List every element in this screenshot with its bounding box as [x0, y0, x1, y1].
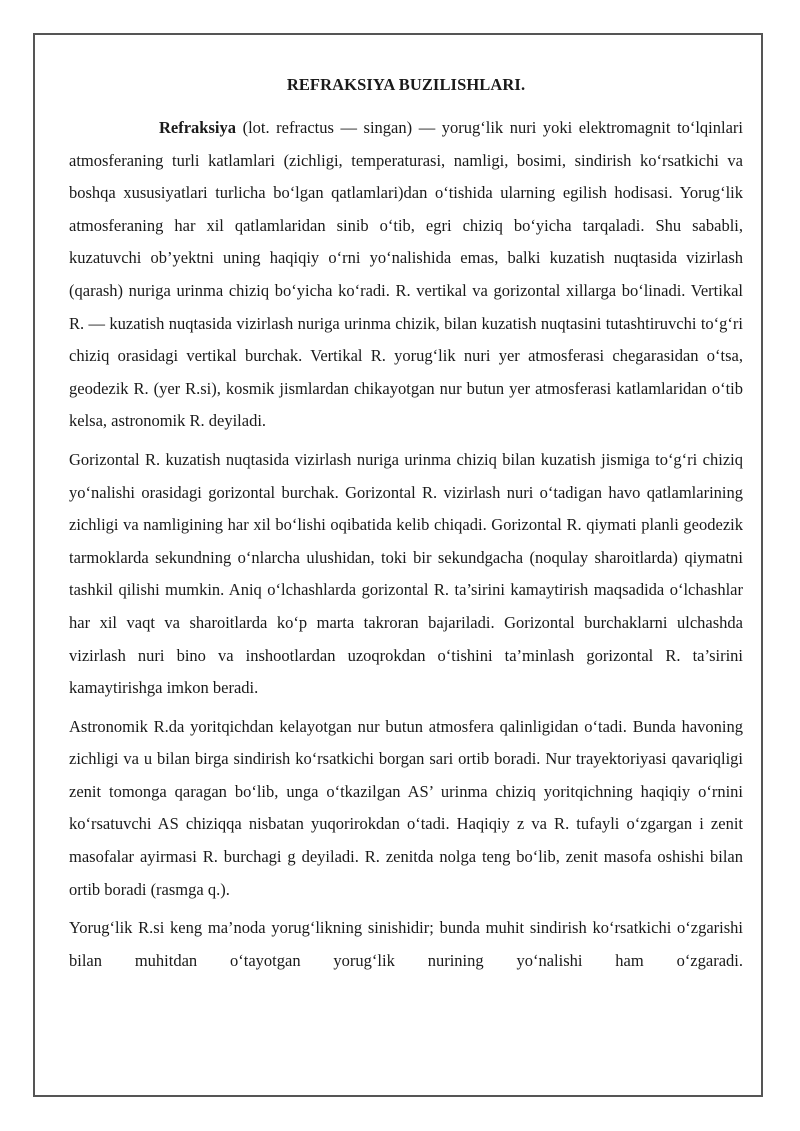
- paragraph-horizontal-refraction: Gorizontal R. kuzatish nuqtasida vizirlash nuriga urinma chiziq bilan kuzatish jismiga to‘g‘ri chiziq yo‘nalishi orasidagi gorizontal burchak. Gorizontal R. vizirlash nuri o‘tadigan havo qatlamlarining zichligi va namligining har xil bo‘lishi oqibatida kelib chiqadi. Gorizontal R. qiymati planli geodezik tarmoklarda sekundning o‘nlarcha ulushidan, toki bir sekundgacha (noqulay sharoitlarda) qiymatni tashkil qilishi mumkin. Aniq o‘lchashlarda gorizontal R. ta’sirini kamaytirish maqsadida o‘lchashlar har xil vaqt va sharoitlarda ko‘p marta takroran bajariladi. Gorizontal burchaklarni ulchashda vizirlash nuri bino va inshootlardan uzoqrokdan o‘tishini ta’minlash gorizontal R. ta’sirini kamaytirishga imkon beradi.: [69, 449, 743, 698]
- lead-term: Refraksiya: [159, 118, 236, 137]
- paragraph-light-refraction: Yorug‘lik R.si keng ma’noda yorug‘likning sinishidir; bunda muhit sindirish ko‘rsatkichi o‘zgarishi bilan muhitdan o‘tayotgan yorug‘lik nurining yo‘nalishi ham o‘zgaradi.: [69, 918, 743, 970]
- paragraph-refraksiya-definition: [69, 112, 743, 438]
- paragraph-astronomical-refraction: Astronomik R.da yoritqichdan kelayotgan nur butun atmosfera qalinligidan o‘tadi. Bunda havoning zichligi va u bilan birga sindirish ko‘rsatkichi borgan sari ortib boradi. Nur trayektoriyasi qavariqligi zenit tomonga qaragan bo‘lib, unga o‘tkazilgan AS’ urinma chiziq yoritqichning haqiqiy o‘rnini ko‘rsatuvchi AS chiziqqa nisbatan yuqorirokdan o‘tadi. Haqiqiy z va R. tufayli o‘zgargan i zenit masofalar ayirmasi R. burchagi g deyiladi. R. zenitda nolga teng bo‘lib, zenit masofa oshishi bilan ortib boradi (rasmga q.).: [69, 716, 743, 899]
- paragraph-text: (lot. refractus — singan) — yorug‘lik nuri yoki elektromagnit to‘lqinlari atmosferaning turli katlamlari (zichligi, temperaturasi, namligi, bosimi, sindirish ko‘rsatkichi va boshqa xususiyatlari turlicha bo‘lgan qatlamlari)dan o‘tishida ularning egilish hodisasi. Yorug‘lik atmosferaning har xil qatlamlaridan sinib o‘tib, egri chiziq bo‘yicha tarqaladi. Shu sababli, kuzatuvchi ob’yektni uning haqiqiy o‘rni yo‘nalishida emas, balki kuzatish nuqtasida vizirlash (qarash) nuriga urinma chiziq bo‘yicha ko‘radi. R. vertikal va gorizontal xillarga bo‘linadi. Vertikal R. — kuzatish nuqtasida vizirlash nuriga urinma chizik, bilan kuzatish nuqtasini tutashtiruvchi to‘g‘ri chiziq orasidagi vertikal burchak. Vertikal R. yorug‘lik nuri yer atmosferasi chegarasidan o‘tsa, geodezik R. (yer R.si), kosmik jismlardan chikayotgan nur butun yer atmosferasi katlamlaridan o‘tib kelsa, astronomik R. deyiladi.: [69, 118, 743, 431]
- document-title: REFRAKSIYA BUZILISHLARI.: [286, 75, 526, 94]
- document-body: [69, 75, 743, 983]
- page-frame: [33, 33, 763, 1097]
